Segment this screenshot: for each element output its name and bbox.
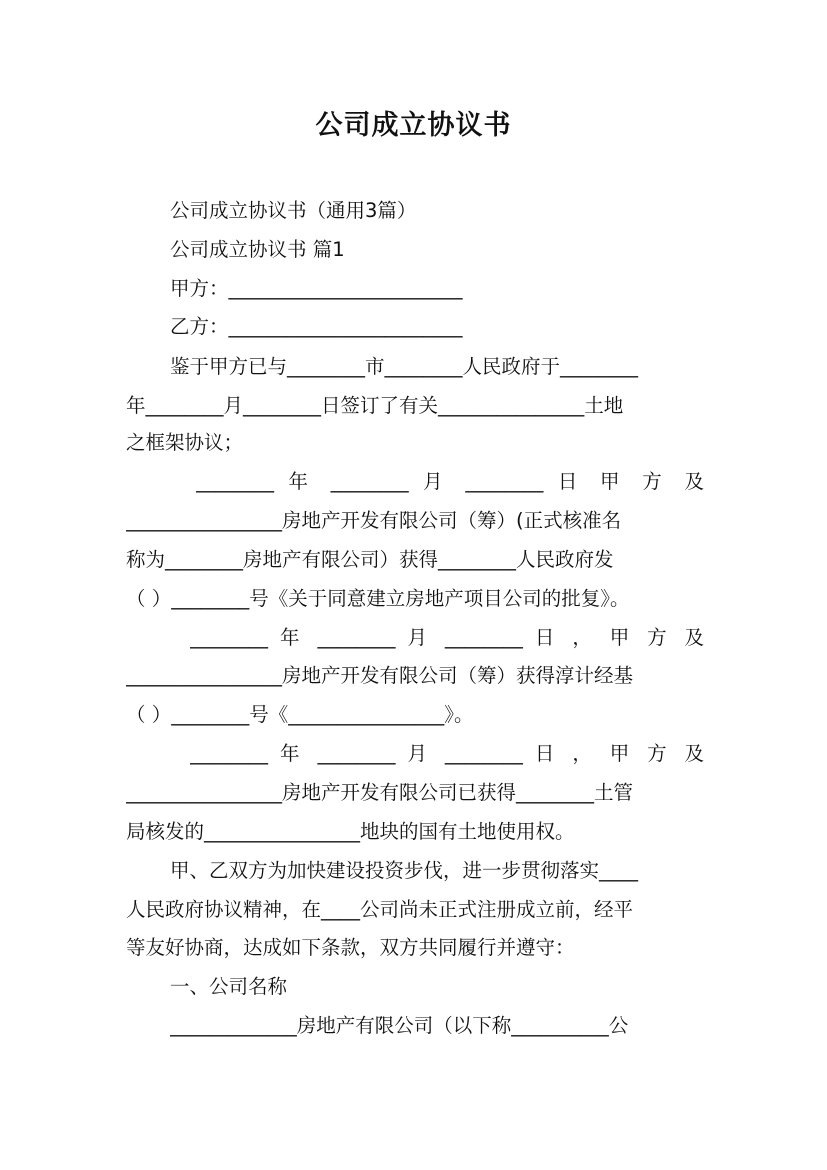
- paragraph-line: 之框架协议；: [126, 431, 244, 454]
- paragraph-line: 局核发的________________地块的国有土地使用权。: [126, 820, 575, 843]
- paragraph-line: ________ 年 ________ 月 ________ 日 甲 方 及: [196, 470, 704, 493]
- paragraph-line: ________________房地产开发有限公司已获得________土管: [126, 781, 634, 804]
- party-b-line: 乙方：________________________: [170, 315, 463, 338]
- subtitle-line: 公司成立协议书（通用3篇）: [170, 199, 417, 222]
- paragraph-line: 等友好协商，达成如下条款，双方共同履行并遵守：: [126, 936, 575, 959]
- paragraph-line: ________ 年 ________ 月 ________ 日 ， 甲 方 及: [190, 626, 704, 649]
- paragraph-line: （ ）________号《关于同意建立房地产项目公司的批复》。: [126, 587, 630, 610]
- paragraph-line: 年________月________日签订了有关_______________土地: [126, 394, 624, 417]
- paragraph-line: 称为________房地产有限公司）获得________人民政府发: [126, 548, 614, 571]
- paragraph-line: 人民政府协议精神，在____公司尚未正式注册成立前，经平: [126, 898, 634, 921]
- paragraph-line: 甲、乙双方为加快建设投资步伐，进一步贯彻落实____: [170, 859, 639, 882]
- paragraph-line: ________________房地产开发有限公司（筹）获得淳计经基: [126, 664, 634, 687]
- clause-heading: 一、公司名称: [170, 975, 288, 998]
- section-heading: 公司成立协议书 篇1: [170, 238, 345, 261]
- paragraph-line: （ ）________号《________________》。: [126, 703, 474, 726]
- paragraph-line: ________________房地产开发有限公司（筹）(正式核准名: [126, 509, 622, 532]
- document-title: 公司成立协议书: [315, 110, 512, 141]
- paragraph-line: 鉴于甲方已与________市________人民政府于________: [170, 355, 639, 378]
- paragraph-line: _____________房地产有限公司（以下称__________公: [170, 1014, 629, 1037]
- party-a-line: 甲方：________________________: [170, 277, 463, 300]
- paragraph-line: ________ 年 ________ 月 ________ 日 ， 甲 方 及: [190, 742, 704, 765]
